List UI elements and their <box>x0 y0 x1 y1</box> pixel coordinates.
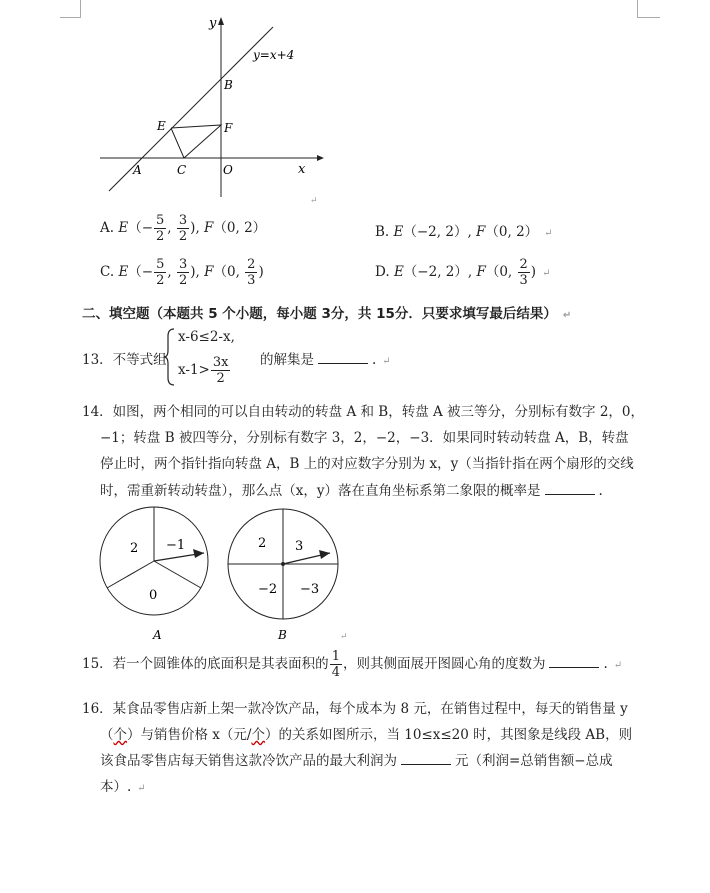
brace <box>164 328 176 386</box>
point-o-label: O <box>223 163 233 177</box>
y-axis-label: y <box>209 16 217 31</box>
point-c-label: C <box>177 163 187 177</box>
triangle-ecf <box>171 125 221 158</box>
spinner-b-sector-2: 2 <box>258 536 267 551</box>
line-equation-label: y=x+4 <box>253 48 295 62</box>
option-d: D. E（−2, 2）, F（0, $\frac{2}{3}$ ) ↵ <box>375 257 551 288</box>
option-c: C. E（− $\frac{5}{2}$ , $\frac{3}{2}$ ), F（0, $\frac{2}{3}$ ) <box>100 257 264 288</box>
q15: 15．若一个圆锥体的底面积是其表面积的 $\frac{1}{4}$ ，则其侧面展开图圆心角的度数为 . ↵ <box>82 649 623 680</box>
spinner-b-sector-minus3: −3 <box>300 582 320 597</box>
x-axis-arrow <box>317 155 324 161</box>
spinner-b-label: B <box>278 628 287 642</box>
q13-inequality-2: x-1> $\frac{3x}{2}$ <box>178 355 229 386</box>
q14-line3: 停止时，两个指针指向转盘 A，B 上的对应数字分别为 x，y（当指针指在两个扇形的交线 <box>100 456 634 472</box>
coordinate-graph <box>95 15 325 206</box>
q13-prefix: 13．不等式组 <box>82 352 167 368</box>
q13 <box>82 326 642 388</box>
answer-blank[interactable] <box>549 666 599 668</box>
spinner-a <box>100 507 208 642</box>
spinner-a-sector-minus1: −1 <box>166 538 186 553</box>
x-axis-label: x <box>298 162 306 177</box>
crop-mark-left-v <box>80 0 81 18</box>
answer-blank[interactable] <box>318 362 368 364</box>
crop-mark-right-h <box>637 17 660 18</box>
spinner-a-label: A <box>153 628 162 642</box>
spinner-a-sector-0: 0 <box>149 588 158 603</box>
q14-line4: 时，需重新转动转盘），那么点（x，y）落在直角坐标系第二象限的概率是 . <box>100 483 603 499</box>
q16-line1: 16．某食品零售店新上架一款冷饮产品，每个成本为 8 元，在销售过程中，每天的销售量 y <box>82 701 628 717</box>
spinner-a-sector-2: 2 <box>130 541 139 556</box>
y-axis-arrow <box>218 17 224 25</box>
spinner-b <box>228 509 338 642</box>
q13-suffix: 的解集是 . ↵ <box>260 352 391 368</box>
q14-line1: 14．如图，两个相同的可以自由转动的转盘 A 和 B，转盘 A 被三等分，分别标有数字 2，0， <box>82 404 645 420</box>
section-heading: 二、填空题（本题共 5 个小题，每小题 3分，共 15分．只要求填写最后结果） ↵ <box>82 306 572 322</box>
spinner-b-sector-3: 3 <box>295 539 304 554</box>
spinners-figure <box>98 505 368 645</box>
answer-blank[interactable] <box>401 763 451 765</box>
point-e-label: E <box>157 119 166 133</box>
point-f-label: F <box>224 121 233 135</box>
answer-blank[interactable] <box>545 493 595 495</box>
crop-mark-left-h <box>60 17 81 18</box>
q16-line3: 该食品零售店每天销售这款冷饮产品的最大利润为 元（利润=总销售额−总成 <box>100 753 613 769</box>
q13-inequality-1: x-6≤2-x, <box>178 329 235 345</box>
point-a-label: A <box>133 163 142 177</box>
paragraph-mark: ↵ <box>310 196 318 206</box>
svg-text:↵: ↵ <box>340 632 348 642</box>
spinner-b-sector-minus2: −2 <box>258 582 278 597</box>
crop-mark-right-v <box>637 0 638 18</box>
q14-line2: −1；转盘 B 被四等分，分别标有数字 3，2，−2，−3．如果同时转动转盘 A，B，转盘 <box>100 430 629 446</box>
q16-line2: （个）与销售价格 x（元/个）的关系如图所示，当 10≤x≤20 时，其图象是线段 AB，则 <box>100 727 633 743</box>
point-b-label: B <box>224 78 233 92</box>
q16-line4: 本）. ↵ <box>100 779 146 795</box>
option-a: A. E（− $\frac{5}{2}$ , $\frac{3}{2}$ ), F（0, 2） <box>100 213 267 244</box>
option-b: B. E（−2, 2）, F（0, 2） ↵ <box>375 224 553 240</box>
